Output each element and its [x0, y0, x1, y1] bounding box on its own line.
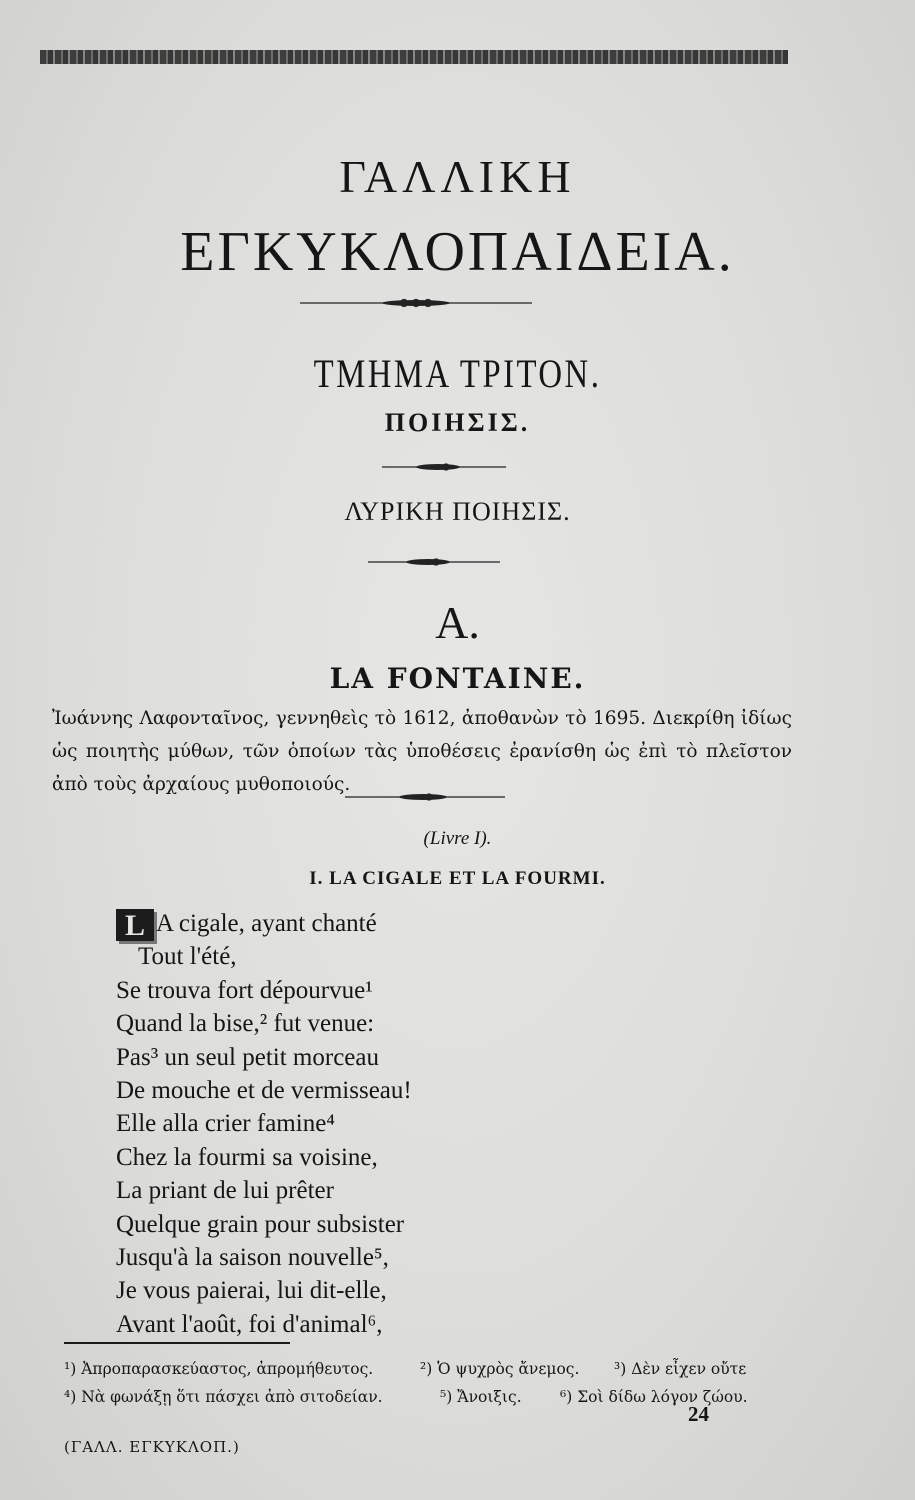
footnote-4: ⁴) Νὰ φωνάξῃ ὅτι πάσχει ἀπὸ σιτοδείαν. [64, 1388, 383, 1406]
poem-line: Pas³ un seul petit morceau [116, 1043, 379, 1071]
page-number: 24 [688, 1402, 709, 1426]
ornament-rule-4 [345, 792, 505, 802]
signature-mark: (ΓΑΛΛ. ΕΓΚΥΚΛΟΠ.) [64, 1438, 240, 1456]
footnote-5: ⁵) Ἄνοιξις. [440, 1388, 522, 1406]
ornament-rule-3 [368, 557, 500, 567]
poem-line: Quelque grain pour subsister [116, 1210, 405, 1238]
poem-line: Chez la fourmi sa voisine, [116, 1143, 378, 1171]
footnote-6: ⁶) Σοὶ δίδω λόγον ζώου. [560, 1388, 748, 1406]
poem-line: De mouche et de vermisseau! [116, 1076, 412, 1104]
poem-line: Je vous paierai, lui dit-elle, [116, 1277, 387, 1305]
dropcap-letter: L [116, 909, 154, 941]
ornament-rule-2 [382, 462, 506, 472]
poem-line [116, 907, 516, 940]
top-border-ornament [40, 50, 788, 64]
section-heading: ΤΜΗΜΑ ΤΡΙΤΟΝ. [313, 351, 602, 396]
footnote-rule [64, 1342, 290, 1344]
section-letter: Α. [435, 597, 480, 648]
ornament-rule-1 [300, 298, 532, 308]
poem-line: La priant de lui prêter [116, 1177, 334, 1205]
poem-line: Quand la bise,² fut venue: [116, 1010, 375, 1038]
poem-line: Tout l'été, [138, 943, 237, 971]
poem-line: Elle alla crier famine⁴ [116, 1110, 336, 1138]
poem-line: Jusqu'à la saison nouvelle⁵, [116, 1243, 389, 1271]
poem-line: Avant l'août, foi d'animal⁶, [116, 1310, 383, 1338]
poem-line-text: A cigale, ayant chanté [156, 910, 377, 937]
author-name: LA FONTAINE. [329, 662, 586, 695]
title-line-1: ΓΑΛΛΙΚΗ [339, 151, 576, 202]
fable-title: I. LA CIGALE ET LA FOURMI. [309, 868, 606, 889]
poem-line: Se trouva fort dépourvue¹ [116, 976, 373, 1004]
footnote-1: ¹) Ἀπροπαρασκεύαστος, ἀπρομήθευτος. [64, 1360, 374, 1378]
poem [116, 907, 516, 1341]
subgenre-heading: ΛΥΡΙΚΗ ΠΟΙΗΣΙΣ. [344, 497, 571, 526]
title-line-2: ΕΓΚΥΚΛΟΠΑΙΔΕΙΑ. [180, 221, 735, 283]
author-biography: Ἰωάννης Λαφονταῖνος, γεννηθεὶς τὸ 1612, ἀποθανὼν τὸ 1695. Διεκρίθη ἰδίως ὡς ποιητὴς μύθων, τῶν ὁποίων τὰς ὑποθέσεις ἐρανίσθη ὡς ἐπὶ τὸ πλεῖστον ἀπὸ τοὺς ἀρχαίους μυθοποιούς. [52, 708, 792, 795]
book-reference: (Livre I). [423, 828, 492, 849]
footnote-3: ³) Δὲν εἶχεν οὔτε [614, 1360, 747, 1378]
footnote-2: ²) Ὁ ψυχρὸς ἄνεμος. [420, 1360, 580, 1378]
genre-heading: ΠΟΙΗΣΙΣ. [384, 408, 531, 437]
